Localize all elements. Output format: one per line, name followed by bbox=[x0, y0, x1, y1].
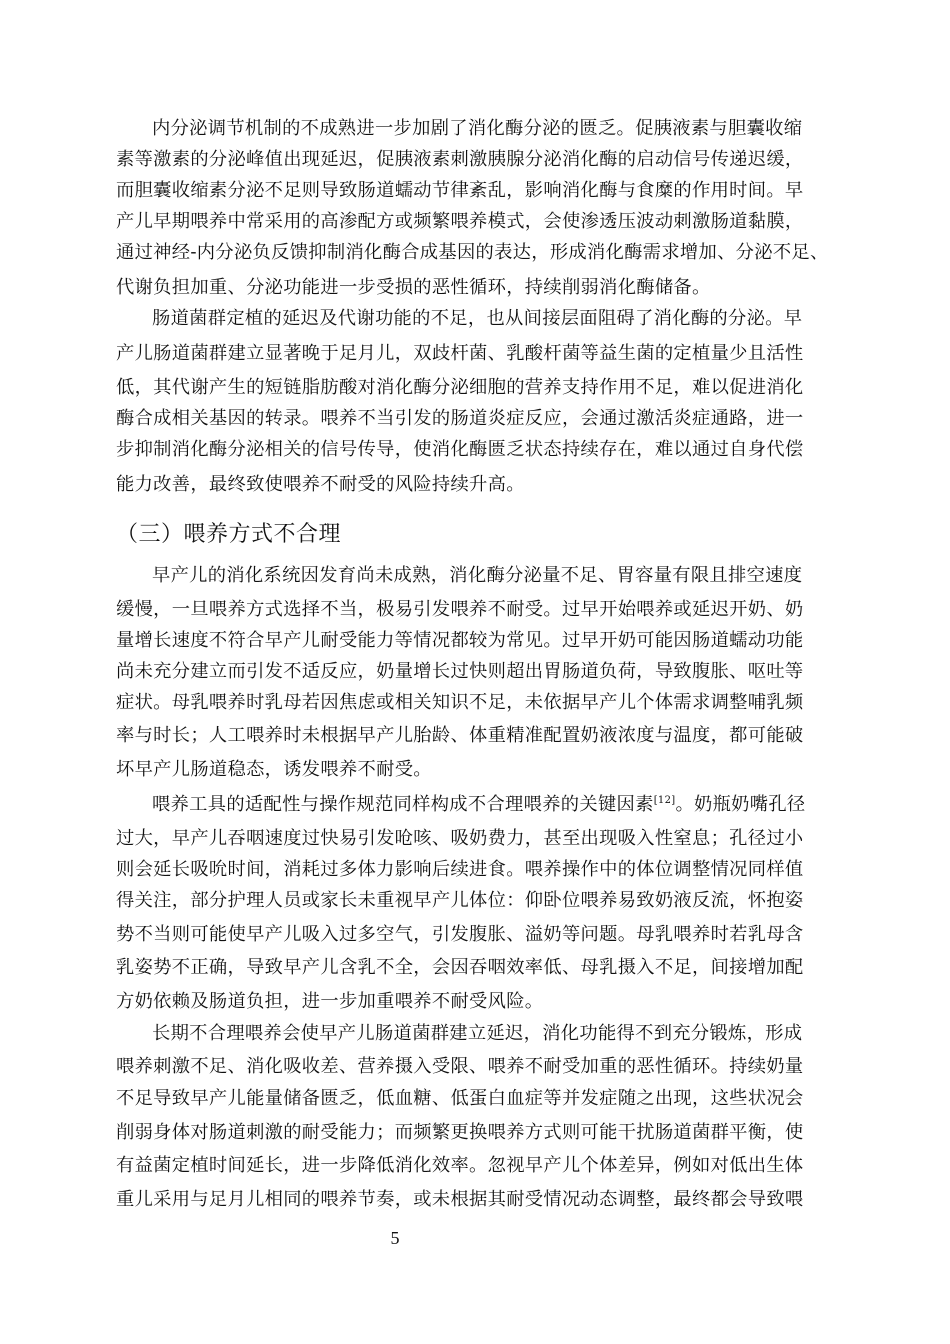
paragraph-line: 有益菌定植时间延长，进一步降低消化效率。忽视早产儿个体差异，例如对低出生体 bbox=[116, 1155, 804, 1176]
paragraph-line: 喂养刺激不足、消化吸收差、营养摄入受限、喂养不耐受加重的恶性循环。持续奶量 bbox=[116, 1056, 804, 1077]
paragraph-text: 喂养工具的适配性与操作规范同样构成不合理喂养的关键因素 bbox=[152, 794, 654, 815]
paragraph-line: 则会延长吸吮时间，消耗过多体力影响后续进食。喂养操作中的体位调整情况同样值 bbox=[116, 859, 804, 880]
paragraph-line: 素等激素的分泌峰值出现延迟，促胰液素刺激胰腺分泌消化酶的启动信号传递迟缓， bbox=[116, 149, 804, 170]
paragraph-text: 。奶瓶奶嘴孔径 bbox=[675, 794, 806, 815]
paragraph-line: 步抑制消化酶分泌相关的信号传导，使消化酶匮乏状态持续存在，难以通过自身代偿 bbox=[116, 439, 804, 460]
paragraph-line: 方奶依赖及肠道负担，进一步加重喂养不耐受风险。 bbox=[116, 991, 544, 1012]
paragraph-line: 代谢负担加重、分泌功能进一步受损的恶性循环，持续削弱消化酶储备。 bbox=[116, 277, 711, 298]
paragraph-line: 症状。母乳喂养时乳母若因焦虑或相关知识不足，未依据早产儿个体需求调整哺乳频 bbox=[116, 692, 804, 713]
paragraph-line: 量增长速度不符合早产儿耐受能力等情况都较为常见。过早开奶可能因肠道蠕动功能 bbox=[116, 630, 804, 651]
paragraph-line: 能力改善，最终致使喂养不耐受的风险持续升高。 bbox=[116, 474, 525, 495]
section-heading: （三）喂养方式不合理 bbox=[116, 522, 342, 547]
page-number: 5 bbox=[390, 1228, 400, 1248]
paragraph-line: 削弱身体对肠道刺激的耐受能力；而频繁更换喂养方式则可能干扰肠道菌群平衡，使 bbox=[116, 1122, 804, 1143]
paragraph-line: 而胆囊收缩素分泌不足则导致肠道蠕动节律紊乱，影响消化酶与食糜的作用时间。早 bbox=[116, 180, 804, 201]
paragraph-line: 酶合成相关基因的转录。喂养不当引发的肠道炎症反应，会通过激活炎症通路，进一 bbox=[116, 408, 804, 429]
citation-reference[interactable]: [12] bbox=[653, 795, 676, 806]
paragraph-line: 产儿早期喂养中常采用的高渗配方或频繁喂养模式，会使渗透压波动刺激肠道黏膜， bbox=[116, 211, 804, 232]
paragraph-line: 得关注，部分护理人员或家长未重视早产儿体位：仰卧位喂养易致奶液反流，怀抱姿 bbox=[116, 890, 804, 911]
paragraph-line: 尚未充分建立而引发不适反应，奶量增长过快则超出胃肠道负荷，导致腹胀、呕吐等 bbox=[116, 661, 804, 682]
paragraph-line: 内分泌调节机制的不成熟进一步加剧了消化酶分泌的匮乏。促胰液素与胆囊收缩 bbox=[152, 118, 803, 139]
paragraph-line bbox=[152, 792, 806, 818]
paragraph-line: 不足导致早产儿能量储备匮乏，低血糖、低蛋白血症等并发症随之出现，这些状况会 bbox=[116, 1088, 804, 1109]
paragraph-line: 通过神经-内分泌负反馈抑制消化酶合成基因的表达，形成消化酶需求增加、分泌不足、 bbox=[116, 242, 829, 263]
paragraph-line: 产儿肠道菌群建立显著晚于足月儿，双歧杆菌、乳酸杆菌等益生菌的定植量少且活性 bbox=[116, 343, 804, 364]
paragraph-line: 肠道菌群定植的延迟及代谢功能的不足，也从间接层面阻碍了消化酶的分泌。早 bbox=[152, 308, 803, 329]
paragraph-line: 坏早产儿肠道稳态，诱发喂养不耐受。 bbox=[116, 759, 432, 780]
paragraph-line: 乳姿势不正确，导致早产儿含乳不全，会因吞咽效率低、母乳摄入不足，间接增加配 bbox=[116, 957, 804, 978]
paragraph-line: 势不当则可能使早产儿吸入过多空气，引发腹胀、溢奶等问题。母乳喂养时若乳母含 bbox=[116, 924, 804, 945]
paragraph-line: 低，其代谢产生的短链脂肪酸对消化酶分泌细胞的营养支持作用不足，难以促进消化 bbox=[116, 377, 804, 398]
paragraph-line: 重儿采用与足月儿相同的喂养节奏，或未根据其耐受情况动态调整，最终都会导致喂 bbox=[116, 1189, 804, 1210]
paragraph-line: 缓慢，一旦喂养方式选择不当，极易引发喂养不耐受。过早开始喂养或延迟开奶、奶 bbox=[116, 599, 804, 620]
paragraph-line: 早产儿的消化系统因发育尚未成熟，消化酶分泌量不足、胃容量有限且排空速度 bbox=[152, 565, 803, 586]
paragraph-line: 长期不合理喂养会使早产儿肠道菌群建立延迟，消化功能得不到充分锻炼，形成 bbox=[152, 1023, 803, 1044]
paragraph-line: 率与时长；人工喂养时未根据早产儿胎龄、体重精准配置奶液浓度与温度，都可能破 bbox=[116, 725, 804, 746]
paragraph-line: 过大，早产儿吞咽速度过快易引发呛咳、吸奶费力，甚至出现吸入性窒息；孔径过小 bbox=[116, 828, 804, 849]
